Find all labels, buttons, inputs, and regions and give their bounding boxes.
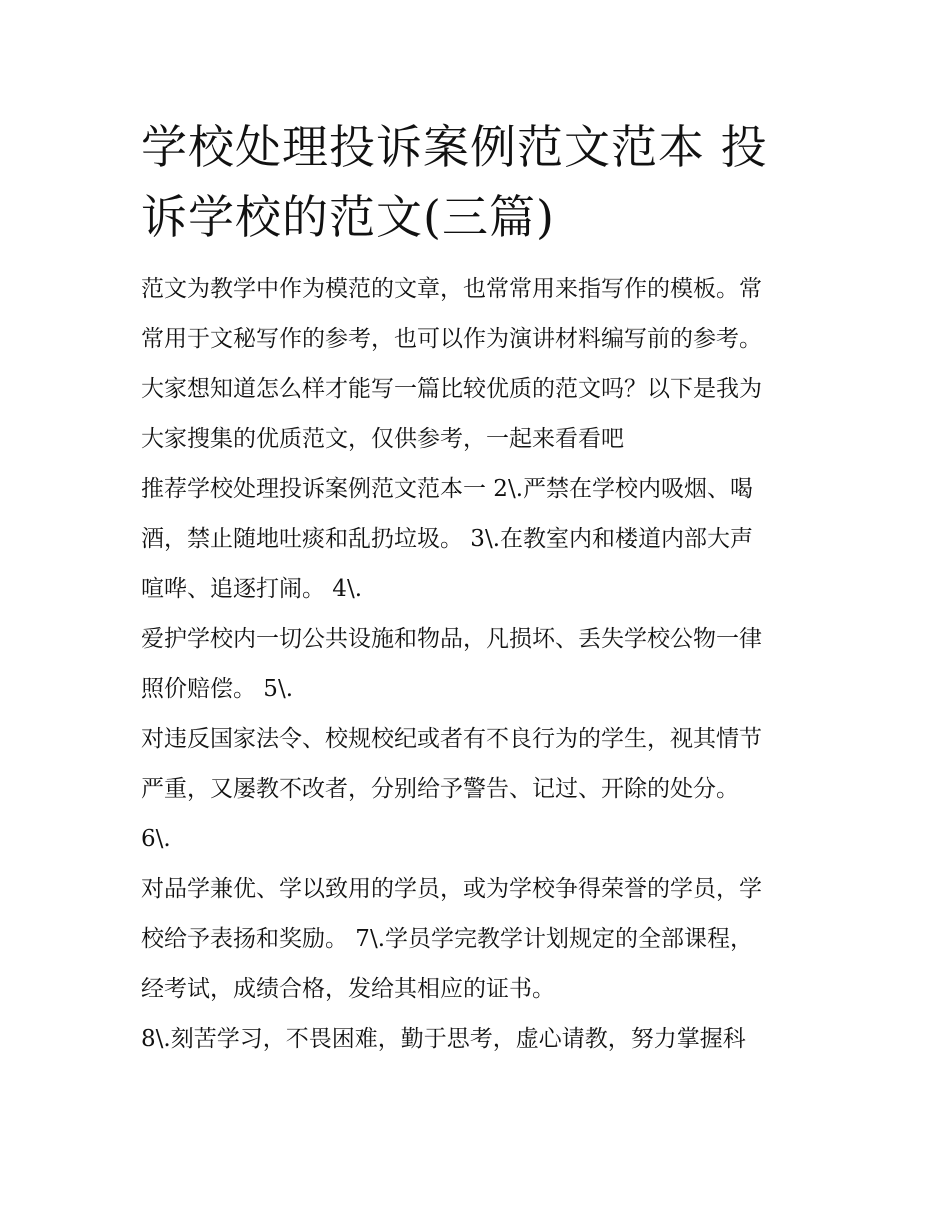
- body-line: 推荐学校处理投诉案例范文范本一 2\.严禁在学校内吸烟、喝: [141, 476, 754, 502]
- body-line: 严重，又屡教不改者，分别给予警告、记过、开除的处分。: [141, 776, 739, 802]
- body-line: 8\.刻苦学习，不畏困难，勤于思考，虚心请教，努力掌握科: [141, 1026, 746, 1052]
- body-line: 爱护学校内一切公共设施和物品，凡损坏、丢失学校公物一律: [141, 626, 762, 652]
- body-line: 6\.: [141, 826, 171, 852]
- body-line: 大家搜集的优质范文，仅供参考，一起来看看吧: [141, 426, 624, 452]
- body-line: 喧哗、追逐打闹。 4\.: [141, 576, 363, 602]
- document-content: [141, 112, 813, 1064]
- body-line: 照价赔偿。 5\.: [141, 676, 294, 702]
- title-line: 学校处理投诉案例范文范本 投: [141, 120, 768, 174]
- body-line: 范文为教学中作为模范的文章，也常常用来指写作的模板。常: [141, 276, 762, 302]
- body-line: 常用于文秘写作的参考，也可以作为演讲材料编写前的参考。: [141, 326, 762, 352]
- body-line: 酒，禁止随地吐痰和乱扔垃圾。 3\.在教室内和楼道内部大声: [141, 526, 754, 552]
- title-line: 诉学校的范文(三篇): [141, 190, 555, 244]
- document-body: [141, 264, 813, 1064]
- document-title: [141, 112, 813, 252]
- body-line: 经考试，成绩合格，发给其相应的证书。: [141, 976, 555, 1002]
- body-line: 对品学兼优、学以致用的学员，或为学校争得荣誉的学员，学: [141, 876, 762, 902]
- body-line: 对违反国家法令、校规校纪或者有不良行为的学生，视其情节: [141, 726, 762, 752]
- body-line: 校给予表扬和奖励。 7\.学员学完教学计划规定的全部课程，: [141, 926, 754, 952]
- body-line: 大家想知道怎么样才能写一篇比较优质的范文吗？以下是我为: [141, 376, 762, 402]
